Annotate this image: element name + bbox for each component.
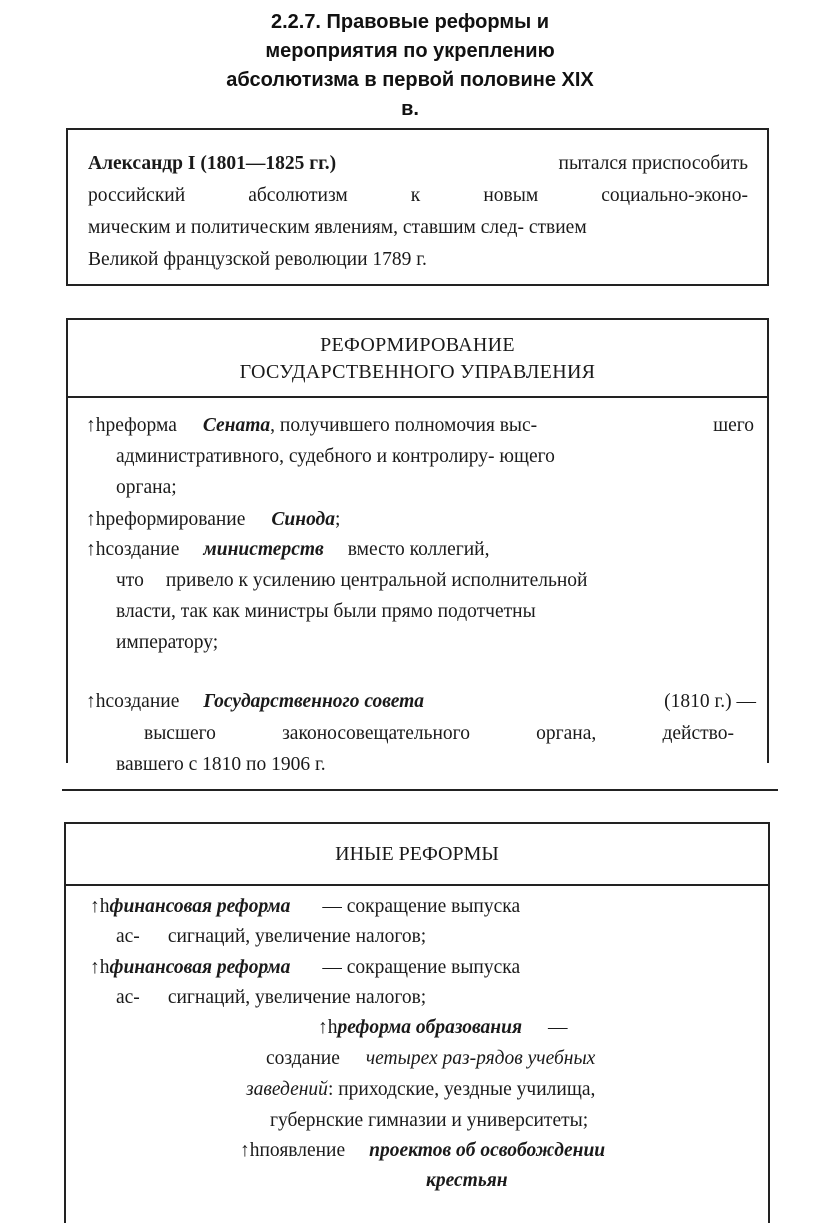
ruler-name: Александр I (1801—1825 гг.) <box>88 153 337 174</box>
title-line: в. <box>401 98 419 120</box>
item-keyword: Государственного совета <box>203 691 425 712</box>
intro-word: к <box>410 185 421 206</box>
item-text: ас- <box>116 926 140 947</box>
item-text: : приходские, уездные училища, <box>327 1079 596 1100</box>
section-divider <box>62 789 778 791</box>
item-text: — сокращение выпуска <box>322 896 521 917</box>
list-item-continuation <box>116 983 426 1013</box>
list-item <box>240 1136 605 1166</box>
list-item <box>90 953 520 983</box>
item-text: вместо коллегий, <box>347 539 490 560</box>
list-item-continuation <box>246 1075 595 1105</box>
item-text: — сокращение выпуска <box>322 957 521 978</box>
list-item <box>90 892 520 922</box>
item-keyword: финансовая реформа <box>109 896 291 917</box>
item-text: что <box>116 570 144 591</box>
list-item-continuation <box>116 566 587 596</box>
item-keyword: Сената <box>202 415 271 436</box>
intro-word: новым <box>483 185 539 206</box>
item-word: действо- <box>662 723 734 744</box>
section-heading: ИНЫЕ РЕФОРМЫ <box>66 824 768 886</box>
item-italic-text: четырех раз-рядов учебных <box>365 1048 596 1069</box>
intro-line <box>88 148 748 180</box>
list-item <box>86 687 756 717</box>
list-item <box>86 411 754 441</box>
list-item-continuation: административного, судебного и контролиру- ющего <box>116 446 555 467</box>
item-italic-text: заведений <box>246 1079 328 1100</box>
intro-box <box>66 128 769 286</box>
list-item-continuation <box>426 1166 508 1196</box>
title-line: 2.2.7. Правовые реформы и <box>270 11 550 33</box>
item-text: , получившего полномочия выс- <box>270 415 538 436</box>
item-text: сигнаций, увеличение налогов; <box>167 926 427 947</box>
intro-line: мическим и политическим явлениям, ставшим след- ствием <box>88 217 587 238</box>
page-title <box>180 8 640 124</box>
title-line: мероприятия по укреплению <box>265 40 555 62</box>
list-item <box>86 535 490 565</box>
item-text: создание <box>266 1048 340 1069</box>
title-line: абсолютизма в первой половине XIX <box>226 69 594 91</box>
item-keyword: министерств <box>203 539 324 560</box>
item-text: привело к усилению центральной исполнительной <box>165 570 588 591</box>
list-item-continuation <box>116 922 426 952</box>
intro-text <box>88 148 748 276</box>
item-marker: ↑h <box>90 957 110 978</box>
list-item-continuation <box>144 719 734 749</box>
intro-word: российский <box>88 185 186 206</box>
list-item-continuation: вавшего с 1810 по 1906 г. <box>116 754 326 775</box>
intro-line <box>88 180 748 212</box>
item-text: шего <box>713 415 754 436</box>
item-word: законосовещательного <box>282 723 470 744</box>
heading-line: ГОСУДАРСТВЕННОГО УПРАВЛЕНИЯ <box>239 361 596 383</box>
item-marker: ↑hсоздание <box>86 539 180 560</box>
item-keyword: реформа образования <box>337 1017 523 1038</box>
item-marker: ↑h <box>90 896 110 917</box>
intro-word: социально-эконо- <box>601 185 748 206</box>
section-heading <box>68 320 767 398</box>
item-marker: ↑hреформа <box>86 415 177 436</box>
item-keyword: Синода <box>271 509 335 530</box>
list-item-continuation: губернские гимназии и университеты; <box>270 1110 589 1131</box>
heading-line: РЕФОРМИРОВАНИЕ <box>320 334 515 356</box>
item-text: — <box>548 1017 568 1038</box>
item-marker: ↑hсоздание <box>86 691 180 712</box>
item-text: сигнаций, увеличение налогов; <box>167 987 427 1008</box>
item-text: ; <box>335 509 341 530</box>
intro-word: абсолютизм <box>248 185 348 206</box>
list-item-continuation: органа; <box>116 477 177 498</box>
item-word: органа, <box>536 723 597 744</box>
item-text: (1810 г.) — <box>664 691 756 712</box>
item-keyword: финансовая реформа <box>109 957 291 978</box>
list-item <box>86 505 340 535</box>
item-text: ас- <box>116 987 140 1008</box>
item-marker: ↑hреформирование <box>86 509 246 530</box>
list-item-continuation <box>266 1044 595 1074</box>
list-item-continuation: императору; <box>116 632 219 653</box>
item-marker: ↑h <box>318 1017 338 1038</box>
item-marker: ↑hпоявление <box>240 1140 346 1161</box>
list-item-continuation: власти, так как министры были прямо подотчетны <box>116 601 536 622</box>
item-word: высшего <box>144 723 216 744</box>
item-keyword: крестьян <box>426 1170 508 1191</box>
intro-line: Великой французской революции 1789 г. <box>88 249 427 270</box>
item-keyword: проектов об освобождении <box>369 1140 606 1161</box>
intro-text-part: пытался приспособить <box>558 153 748 174</box>
list-item <box>318 1013 568 1043</box>
